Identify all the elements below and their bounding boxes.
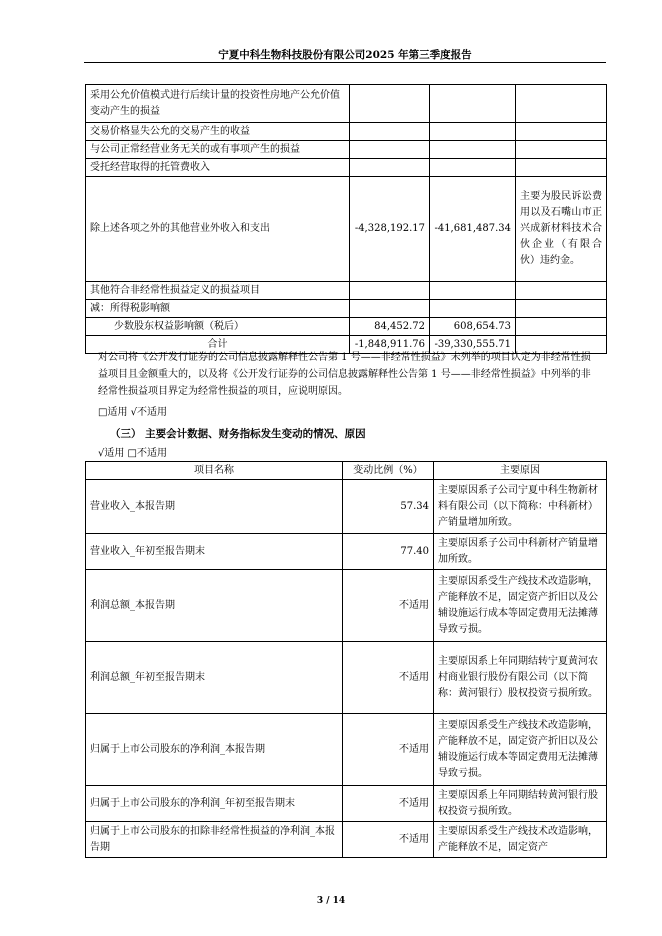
table-row bbox=[86, 642, 607, 714]
ytd-cell bbox=[430, 159, 516, 177]
ratio-cell: 57.34 bbox=[343, 480, 434, 534]
item-cell: 除上述各项之外的其他营业外收入和支出 bbox=[86, 177, 350, 282]
current-cell bbox=[350, 159, 430, 177]
item-cell: 交易价格显失公允的交易产生的收益 bbox=[86, 123, 350, 141]
header-reason: 主要原因 bbox=[434, 462, 607, 480]
note-cell bbox=[516, 318, 607, 336]
table-row bbox=[86, 822, 607, 858]
name-cell: 利润总额_本报告期 bbox=[86, 570, 343, 642]
table-row bbox=[86, 786, 607, 822]
ytd-cell bbox=[430, 282, 516, 300]
item-cell: 其他符合非经常性损益定义的损益项目 bbox=[86, 282, 350, 300]
current-cell bbox=[350, 141, 430, 159]
ratio-cell: 不适用 bbox=[343, 822, 434, 858]
name-cell: 营业收入_本报告期 bbox=[86, 480, 343, 534]
table-row bbox=[86, 300, 607, 318]
note-cell: 主要为股民诉讼费用以及石嘴山市正兴成新材料技术合伙企业（有限合伙）违约金。 bbox=[516, 177, 607, 282]
section-title: （三） 主要会计数据、财务指标发生变动的情况、原因 bbox=[110, 428, 366, 440]
ratio-cell: 不适用 bbox=[343, 570, 434, 642]
reason-cell: 主要原因系受生产线技术改造影响，产能释放不足，固定资产折旧以及公辅设施运行成本等固定费用无法摊薄导致亏损。 bbox=[434, 714, 607, 786]
table-row bbox=[86, 282, 607, 300]
table-row bbox=[86, 141, 607, 159]
table-row bbox=[86, 534, 607, 570]
total-label-cell: 合计 bbox=[86, 336, 350, 354]
reason-cell: 主要原因系子公司宁夏中科生物新材料有限公司（以下简称：中科新材）产销量增加所致。 bbox=[434, 480, 607, 534]
name-cell: 归属于上市公司股东的净利润_本报告期 bbox=[86, 714, 343, 786]
note-cell bbox=[516, 282, 607, 300]
current-cell: -4,328,192.17 bbox=[350, 177, 430, 282]
explanation-paragraph: 对公司将《公开发行证券的公司信息披露解释性公告第 1 号——非经常性损益》未列举的项目认定为非经常性损益项目且金额重大的，以及将《公开发行证券的公司信息披露解释性公告第 1 号——非经常性损益》中列举的非经常性损益项目界定为经常性损益的项目，应说明原因。 bbox=[98, 352, 591, 397]
table-header-row bbox=[86, 462, 607, 480]
current-cell bbox=[350, 85, 430, 123]
ytd-cell bbox=[430, 123, 516, 141]
name-cell: 归属于上市公司股东的净利润_年初至报告期末 bbox=[86, 786, 343, 822]
header-name: 项目名称 bbox=[86, 462, 343, 480]
note-cell bbox=[516, 300, 607, 318]
name-cell: 利润总额_年初至报告期末 bbox=[86, 642, 343, 714]
reason-cell: 主要原因系子公司中科新材产销量增加所致。 bbox=[434, 534, 607, 570]
table-row bbox=[86, 159, 607, 177]
non-recurring-items-table bbox=[85, 84, 607, 354]
ytd-cell bbox=[430, 300, 516, 318]
ytd-cell: -41,681,487.34 bbox=[430, 177, 516, 282]
note-cell bbox=[516, 85, 607, 123]
reason-cell: 主要原因系受生产线技术改造影响，产能释放不足，固定资产折旧以及公辅设施运行成本等固定费用无法摊薄导致亏损。 bbox=[434, 570, 607, 642]
ratio-cell: 77.40 bbox=[343, 534, 434, 570]
reason-cell: 主要原因系受生产线技术改造影响，产能释放不足，固定资产 bbox=[434, 822, 607, 858]
applicability-check-2: √适用 □不适用 bbox=[98, 448, 167, 459]
table-row bbox=[86, 480, 607, 534]
item-cell: 与公司正常经营业务无关的或有事项产生的损益 bbox=[86, 141, 350, 159]
current-cell bbox=[350, 300, 430, 318]
item-cell: 受托经营取得的托管费收入 bbox=[86, 159, 350, 177]
item-cell: 减：所得税影响额 bbox=[86, 300, 350, 318]
note-cell bbox=[516, 141, 607, 159]
reason-cell: 主要原因系上年同期结转宁夏黄河农村商业银行股份有限公司（以下简称：黄河银行）股权投资亏损所致。 bbox=[434, 642, 607, 714]
header-ratio: 变动比例（%） bbox=[343, 462, 434, 480]
ytd-cell bbox=[430, 85, 516, 123]
table-row bbox=[86, 177, 607, 282]
table-row bbox=[86, 714, 607, 786]
table-row bbox=[86, 123, 607, 141]
ratio-cell: 不适用 bbox=[343, 714, 434, 786]
item-cell: 采用公允价值模式进行后续计量的投资性房地产公允价值变动产生的损益 bbox=[86, 85, 350, 123]
name-cell: 归属于上市公司股东的扣除非经常性损益的净利润_本报告期 bbox=[86, 822, 343, 858]
ratio-cell: 不适用 bbox=[343, 642, 434, 714]
header-rule bbox=[84, 62, 606, 63]
current-cell: -1,848,911.76 bbox=[350, 336, 430, 354]
current-cell bbox=[350, 123, 430, 141]
name-cell: 营业收入_年初至报告期末 bbox=[86, 534, 343, 570]
note-cell bbox=[516, 159, 607, 177]
page-number: 3 / 14 bbox=[316, 896, 346, 906]
change-analysis-table bbox=[85, 461, 607, 858]
ytd-cell bbox=[430, 141, 516, 159]
ytd-cell: -39,330,555.71 bbox=[430, 336, 516, 354]
applicability-check-1: □适用 √不适用 bbox=[98, 407, 167, 418]
table-row bbox=[86, 85, 607, 123]
ratio-cell: 不适用 bbox=[343, 786, 434, 822]
table-row bbox=[86, 570, 607, 642]
ytd-cell: 608,654.73 bbox=[430, 318, 516, 336]
item-cell: 少数股东权益影响额（税后） bbox=[86, 318, 350, 336]
current-cell bbox=[350, 282, 430, 300]
current-cell: 84,452.72 bbox=[350, 318, 430, 336]
note-cell bbox=[516, 123, 607, 141]
page-header: 宁夏中科生物科技股份有限公司2025 年第三季度报告 bbox=[218, 49, 472, 61]
reason-cell: 主要原因系上年同期结转黄河银行股权投资亏损所致。 bbox=[434, 786, 607, 822]
table-row bbox=[86, 318, 607, 336]
